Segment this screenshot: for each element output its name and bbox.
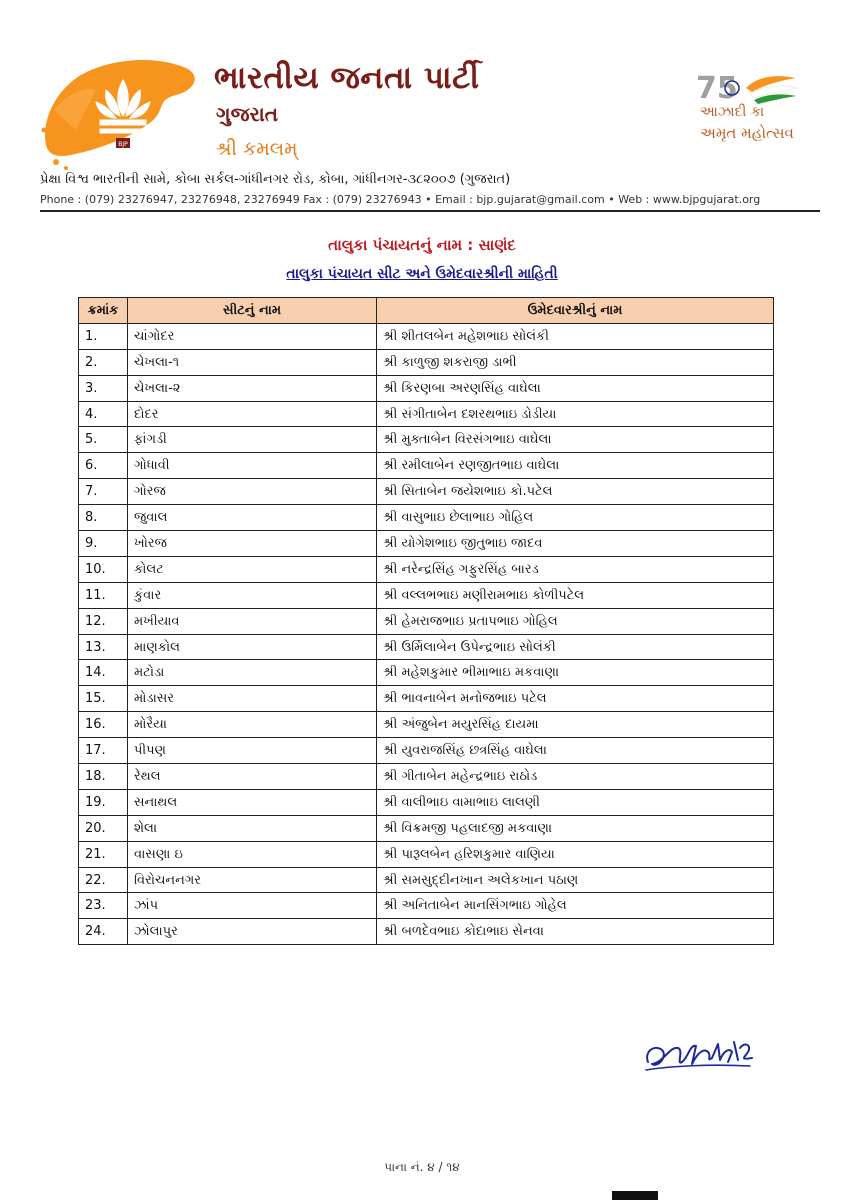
cell-seat-name: પીપણ [128, 738, 377, 764]
table-row [79, 323, 774, 349]
cell-seat-name: કોલટ [128, 556, 377, 582]
cell-candidate-name: શ્રી કિરણબા અરણસિંહ વાઘેલા [377, 375, 774, 401]
azadi-line1: આઝાદી કા [700, 104, 765, 120]
table-row [79, 479, 774, 505]
azadi-line2: અમૃત મહોત્સવ [700, 124, 794, 142]
cell-serial: 11. [79, 582, 128, 608]
azadi-75-icon [696, 66, 806, 106]
cell-candidate-name: શ્રી હેમરાજભાઇ પ્રતાપભાઇ ગોહિલ [377, 608, 774, 634]
cell-serial: 23. [79, 893, 128, 919]
cell-seat-name: જુવાલ [128, 505, 377, 531]
cell-seat-name: ઝોલાપુર [128, 919, 377, 945]
table-row [79, 608, 774, 634]
cell-candidate-name: શ્રી પારૂલબેન હરિશકુમાર વાણિયા [377, 841, 774, 867]
cell-candidate-name: શ્રી વાસુભાઇ છેલાભાઇ ગોહિલ [377, 505, 774, 531]
cell-serial: 21. [79, 841, 128, 867]
cell-serial: 20. [79, 815, 128, 841]
table-row [79, 919, 774, 945]
table-row [79, 556, 774, 582]
cell-seat-name: રેથલ [128, 764, 377, 790]
table-row [79, 582, 774, 608]
taluka-title: તાલુકા પંચાયતનું નામ : સાણંદ [328, 236, 516, 254]
table-row [79, 505, 774, 531]
table-header-row [79, 298, 774, 324]
cell-serial: 3. [79, 375, 128, 401]
table-row [79, 453, 774, 479]
cell-candidate-name: શ્રી ઉર્મિલાબેન ઉપેન્દ્રભાઇ સોલંકી [377, 634, 774, 660]
cell-seat-name: ખોરજ [128, 531, 377, 557]
cell-serial: 22. [79, 867, 128, 893]
cell-candidate-name: શ્રી ભાવનાબેન મનોજભાઇ પટેલ [377, 686, 774, 712]
cell-serial: 6. [79, 453, 128, 479]
cell-candidate-name: શ્રી રમીલાબેન રણજીતભાઇ વાઘેલા [377, 453, 774, 479]
cell-serial: 16. [79, 712, 128, 738]
cell-candidate-name: શ્રી યુવરાજસિંહ છત્રસિંહ વાઘેલા [377, 738, 774, 764]
cell-seat-name: ચાંગોદર [128, 323, 377, 349]
cell-candidate-name: શ્રી સિતાબેન જયેશભાઇ કો.પટેલ [377, 479, 774, 505]
table-row [79, 893, 774, 919]
cell-serial: 15. [79, 686, 128, 712]
page-number: પાના નં. ૪ / ૧૪ [384, 1160, 460, 1174]
office-address: પ્રેક્ષા વિશ્વ ભારતીની સામે, કોબા સર્કલ-ગાંધીનગર રોડ, કોબા, ગાંધીનગર-૩૮૨૦૦૭ (ગુજરાત) [40, 172, 511, 187]
cell-candidate-name: શ્રી નરેન્દ્રસિંહ ગફુરસિંહ બારડ [377, 556, 774, 582]
cell-seat-name: ચેખલા-૨ [128, 375, 377, 401]
cell-candidate-name: શ્રી વાલીભાઇ વામાભાઇ લાલણી [377, 789, 774, 815]
cell-seat-name: વાસણા ઇ [128, 841, 377, 867]
lotus-logo-icon [36, 50, 206, 180]
cell-candidate-name: શ્રી વિક્રમજી પહલાદજી મકવાણા [377, 815, 774, 841]
cell-serial: 19. [79, 789, 128, 815]
cell-serial: 8. [79, 505, 128, 531]
cell-serial: 12. [79, 608, 128, 634]
cell-serial: 1. [79, 323, 128, 349]
table-row [79, 531, 774, 557]
cell-seat-name: વિરોચનનગર [128, 867, 377, 893]
cell-seat-name: મોડાસર [128, 686, 377, 712]
column-header-candidate: ઉમેદવારશ્રીનું નામ [377, 298, 774, 324]
table-row [79, 841, 774, 867]
table-row [79, 815, 774, 841]
cell-seat-name: ઝાંપ [128, 893, 377, 919]
handwritten-signature [640, 1022, 760, 1082]
cell-serial: 2. [79, 349, 128, 375]
cell-serial: 17. [79, 738, 128, 764]
cell-serial: 10. [79, 556, 128, 582]
corner-mark [612, 1191, 658, 1200]
cell-candidate-name: શ્રી વલ્લભભાઇ મણીરામભાઇ કોળીપટેલ [377, 582, 774, 608]
org-state: ગુજરાત [216, 102, 279, 126]
table-row [79, 867, 774, 893]
header-divider [40, 210, 820, 212]
cell-candidate-name: શ્રી અંજુબેન મયુરસિંહ દાયમા [377, 712, 774, 738]
org-name: ભારતીય જનતા પાર્ટી [214, 60, 480, 96]
table-row [79, 634, 774, 660]
cell-seat-name: કુંવાર [128, 582, 377, 608]
cell-serial: 9. [79, 531, 128, 557]
column-header-serial: ક્રમાંક [79, 298, 128, 324]
cell-candidate-name: શ્રી ગીતાબેન મહેન્દ્રભાઇ રાઠોડ [377, 764, 774, 790]
cell-serial: 4. [79, 401, 128, 427]
candidate-table [78, 297, 774, 945]
org-slogan: શ્રી કમલમ્ [216, 138, 298, 160]
contact-details: Phone : (079) 23276947, 23276948, 23276949 Fax : (079) 23276943 • Email : bjp.gujarat@gmail.com • Web : www.bjpgujarat.org [40, 193, 761, 206]
cell-candidate-name: શ્રી સમસુદ્દીનખાન અલેકખાન પઠાણ [377, 867, 774, 893]
cell-serial: 14. [79, 660, 128, 686]
logo-caption: BJP [118, 141, 128, 148]
cell-candidate-name: શ્રી મુક્તાબેન વિરસંગભાઇ વાઘેલા [377, 427, 774, 453]
cell-seat-name: મોરૈયા [128, 712, 377, 738]
cell-seat-name: મખીયાવ [128, 608, 377, 634]
cell-candidate-name: શ્રી સંગીતાબેન દશરથભાઇ ડોડીયા [377, 401, 774, 427]
cell-seat-name: માણકોલ [128, 634, 377, 660]
cell-seat-name: ફાંગડી [128, 427, 377, 453]
table-row [79, 401, 774, 427]
table-row [79, 686, 774, 712]
cell-candidate-name: શ્રી કાળુજી શકરાજી ડાભી [377, 349, 774, 375]
cell-serial: 24. [79, 919, 128, 945]
cell-serial: 13. [79, 634, 128, 660]
cell-seat-name: સનાથલ [128, 789, 377, 815]
cell-seat-name: શેલા [128, 815, 377, 841]
cell-seat-name: ગોરજ [128, 479, 377, 505]
cell-candidate-name: શ્રી અનિતાબેન માનસિંગભાઇ ગોહેલ [377, 893, 774, 919]
table-row [79, 738, 774, 764]
table-subtitle: તાલુકા પંચાયત સીટ અને ઉમેદવારશ્રીની માહિતી [286, 266, 558, 282]
cell-candidate-name: શ્રી શીતલબેન મહેશભાઇ સોલંકી [377, 323, 774, 349]
azadi-number: 75 [696, 71, 738, 106]
signature-icon [640, 1022, 760, 1082]
table-row [79, 764, 774, 790]
table-row [79, 712, 774, 738]
table-row [79, 660, 774, 686]
cell-seat-name: ગોધાવી [128, 453, 377, 479]
column-header-seat: સીટનું નામ [128, 298, 377, 324]
cell-seat-name: ચેખલા-૧ [128, 349, 377, 375]
cell-seat-name: દોદર [128, 401, 377, 427]
cell-seat-name: મટોડા [128, 660, 377, 686]
table-row [79, 427, 774, 453]
cell-candidate-name: શ્રી યોગેશભાઇ જીતુભાઇ જાદવ [377, 531, 774, 557]
table-row [79, 789, 774, 815]
cell-candidate-name: શ્રી બળદેવભાઇ કોદાભાઇ સેનવા [377, 919, 774, 945]
cell-serial: 5. [79, 427, 128, 453]
cell-serial: 18. [79, 764, 128, 790]
table-row [79, 375, 774, 401]
bjp-logo [36, 50, 206, 180]
cell-candidate-name: શ્રી મહેશકુમાર ભીમાભાઇ મકવાણા [377, 660, 774, 686]
cell-serial: 7. [79, 479, 128, 505]
table-row [79, 349, 774, 375]
